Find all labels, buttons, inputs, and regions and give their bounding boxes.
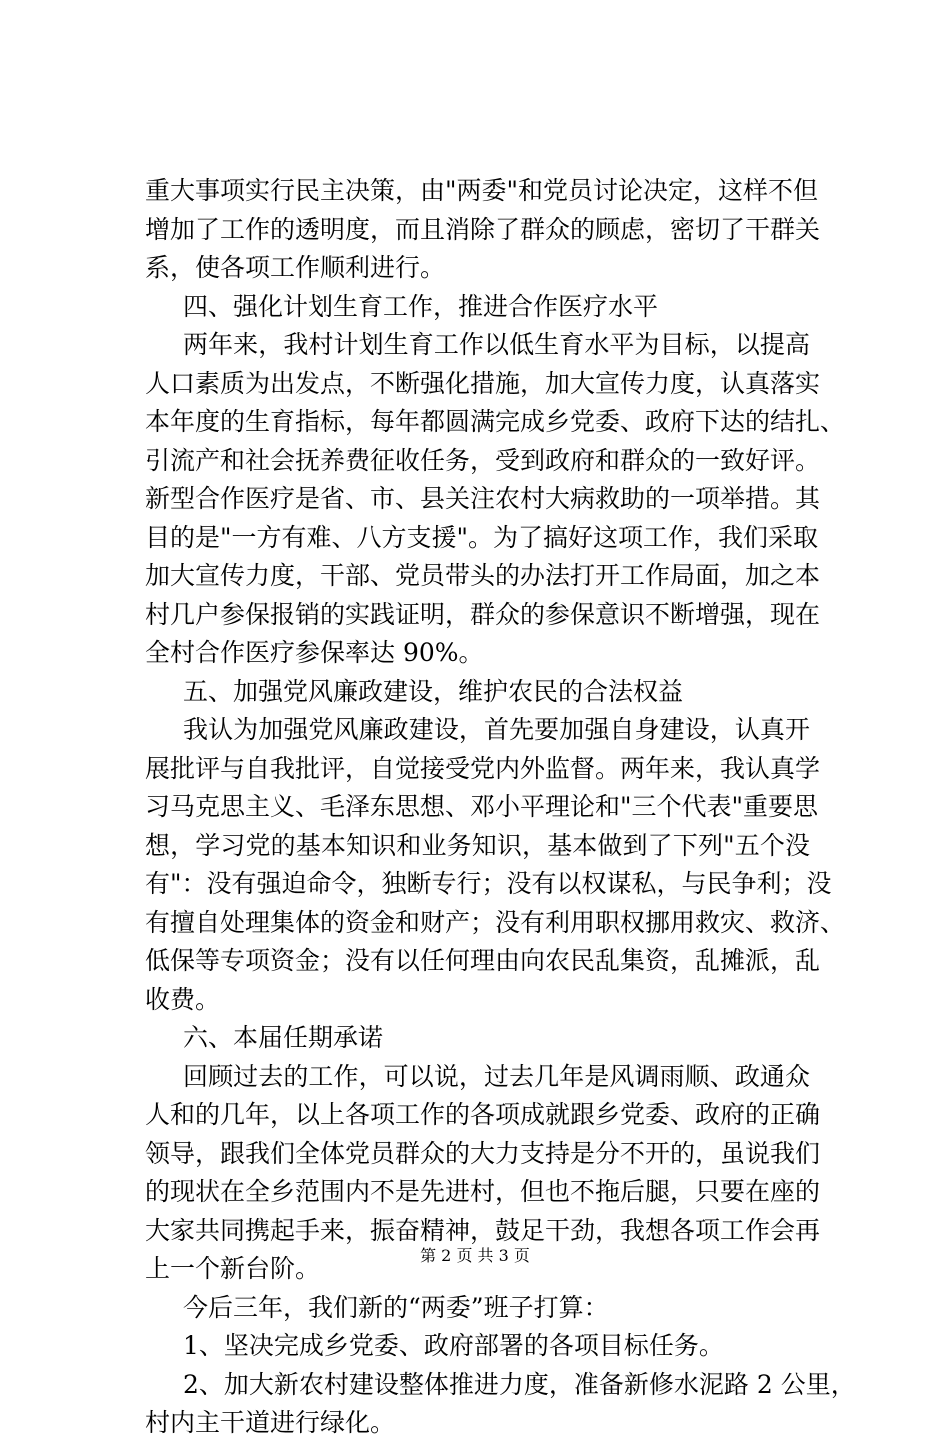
text-line: 低保等专项资金；没有以任何理由向农民乱集资，乱摊派，乱 <box>145 946 821 975</box>
text-line: 收费。 <box>145 984 221 1014</box>
text-line: 系，使各项工作顺利进行。 <box>145 253 446 282</box>
list-item: 1、坚决完成乡党委、政府部署的各项目标任务。 <box>183 1331 724 1360</box>
text-line: 人口素质为出发点，不断强化措施，加大宣传力度，认真落实 <box>145 368 821 398</box>
text-line: 两年来，我村计划生育工作以低生育水平为目标，以提高 <box>183 330 810 359</box>
text-line: 村内主干道进行绿化。 <box>145 1408 396 1437</box>
text-line: 全村合作医疗参保率达 90%。 <box>145 638 484 667</box>
text-line: 展批评与自我批评，自觉接受党内外监督。两年来，我认真学 <box>145 753 821 783</box>
text-line: 本年度的生育指标，每年都圆满完成乡党委、政府下达的结扎、 <box>145 407 846 436</box>
text-line: 有擅自处理集体的资金和财产；没有利用职权挪用救灾、救济、 <box>145 907 846 937</box>
text-line: 增加了工作的透明度，而且消除了群众的顾虑，密切了干群关 <box>145 214 821 244</box>
text-line: 上一个新台阶。 <box>145 1254 321 1283</box>
section-heading-5: 五、加强党风廉政建设，维护农民的合法权益 <box>183 676 684 706</box>
text-line: 今后三年，我们新的“两委”班子打算： <box>183 1292 609 1322</box>
text-line: 加大宣传力度，干部、党员带头的办法打开工作局面，加之本 <box>145 561 821 590</box>
section-heading-4: 四、强化计划生育工作，推进合作医疗水平 <box>183 291 659 321</box>
text-line: 目的是"一方有难、八方支援"。为了搞好这项工作，我们采取 <box>145 522 819 552</box>
text-line: 的现状在全乡范围内不是先进村，但也不拖后腿，只要在座的 <box>145 1177 821 1206</box>
text-line: 有"：没有强迫命令，独断专行；没有以权谋私，与民争利；没 <box>145 869 832 898</box>
list-item: 2、加大新农村建设整体推进力度，准备新修水泥路 2 公里， <box>183 1369 856 1399</box>
text-line: 习马克思主义、毛泽东思想、邓小平理论和"三个代表"重要思 <box>145 792 819 821</box>
text-line: 人和的几年，以上各项工作的各项成就跟乡党委、政府的正确 <box>145 1100 821 1129</box>
text-line: 新型合作医疗是省、市、县关注农村大病救助的一项举措。其 <box>145 484 821 513</box>
page-footer: 第 2 页 共 3 页 <box>420 1246 530 1265</box>
text-line: 重大事项实行民主决策，由"两委"和党员讨论决定，这样不但 <box>145 176 819 205</box>
section-heading-6: 六、本届任期承诺 <box>183 1023 384 1052</box>
text-line: 回顾过去的工作，可以说，过去几年是风调雨顺、政通众 <box>183 1061 810 1091</box>
text-line: 想，学习党的基本知识和业务知识，基本做到了下列"五个没 <box>145 830 810 860</box>
text-line: 领导，跟我们全体党员群众的大力支持是分不开的，虽说我们 <box>145 1138 821 1168</box>
text-line: 村几户参保报销的实践证明，群众的参保意识不断增强，现在 <box>145 599 821 629</box>
text-line: 引流产和社会抚养费征收任务，受到政府和群众的一致好评。 <box>145 445 821 475</box>
text-line: 大家共同携起手来，振奋精神，鼓足干劲，我想各项工作会再 <box>145 1215 821 1245</box>
text-line: 我认为加强党风廉政建设，首先要加强自身建设，认真开 <box>183 715 810 744</box>
